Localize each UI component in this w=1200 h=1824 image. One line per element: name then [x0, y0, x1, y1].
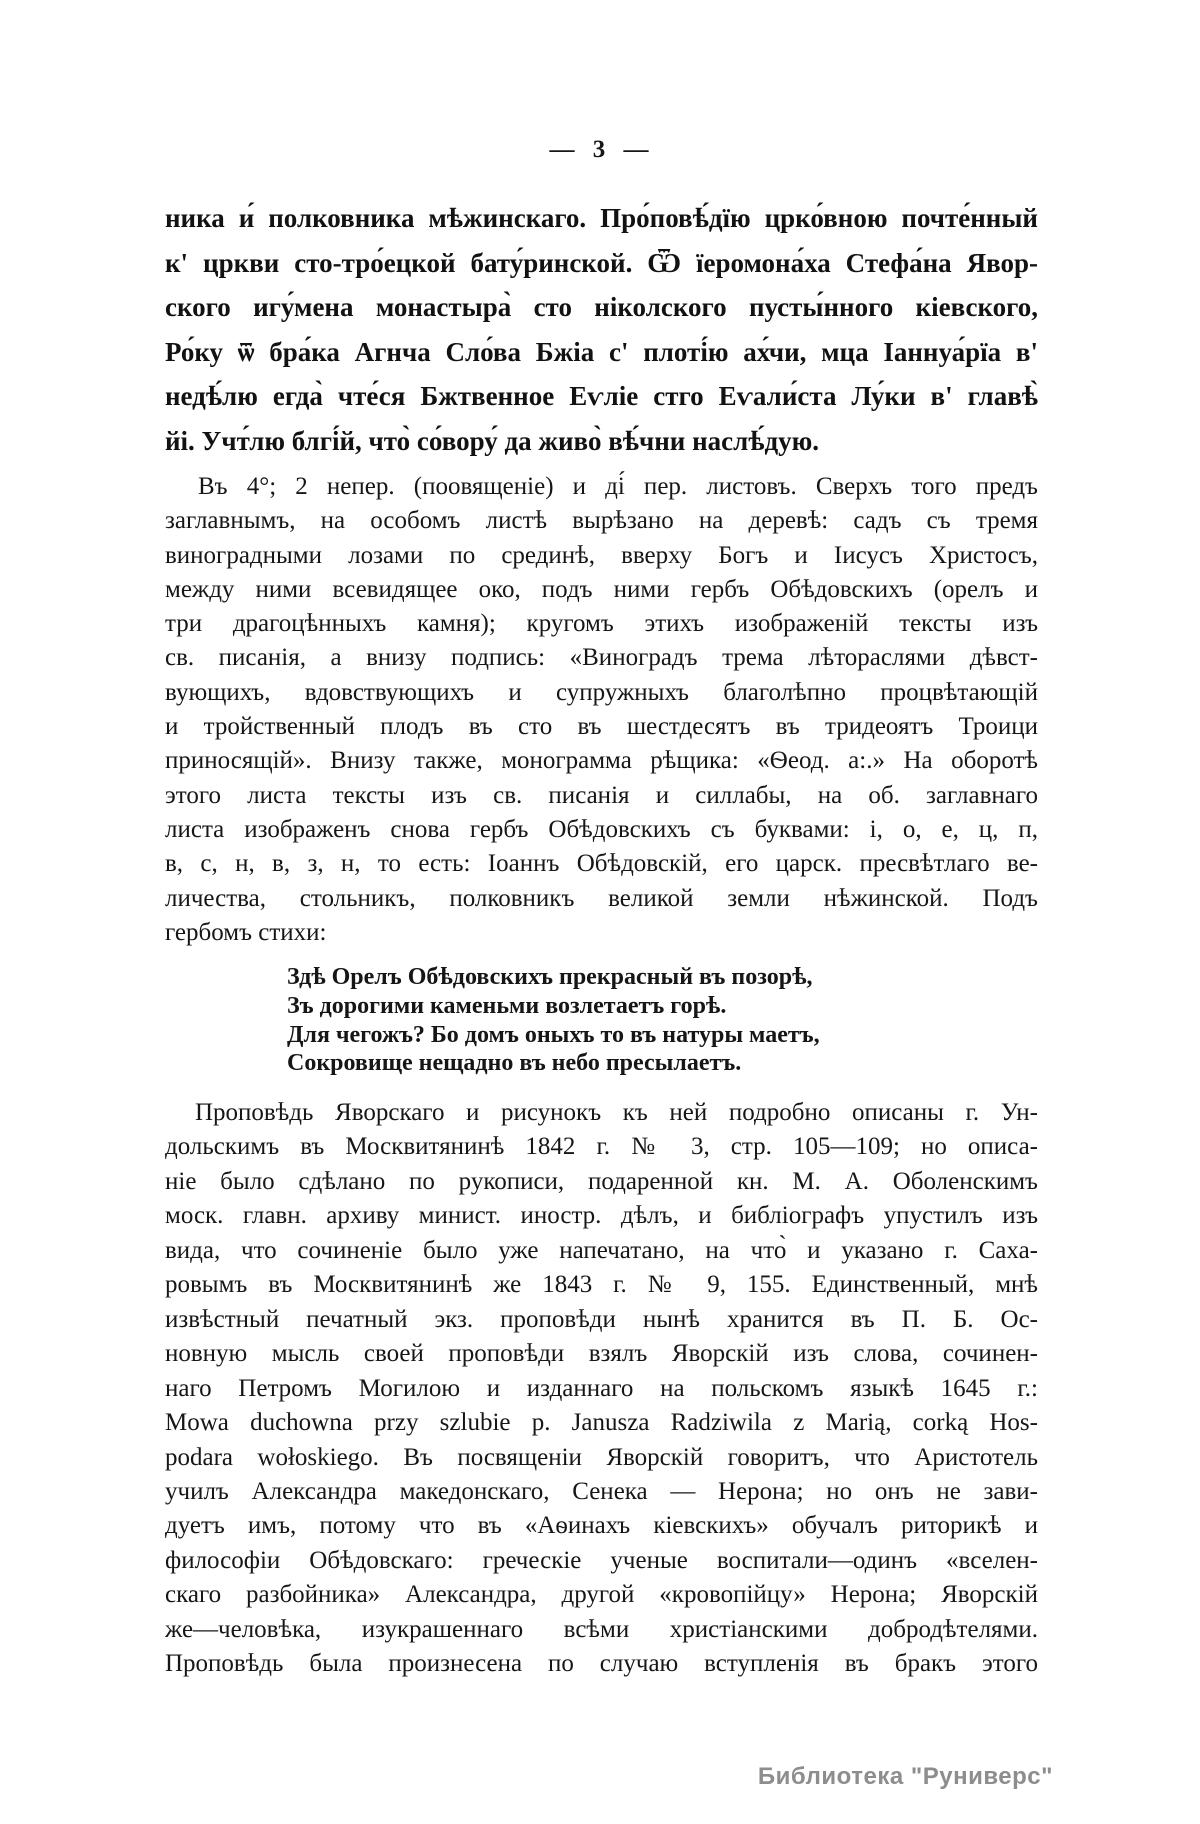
runivers-library-watermark: Библиотека "Руниверс"	[757, 1763, 1053, 1790]
text-line: podara wołoskiego. Въ посвященіи Яворскій говоритъ, что Аристотель	[165, 1443, 1038, 1471]
text-line: три драгоцѣнныхъ камня); кругомъ этихъ изображеній тексты изъ	[165, 610, 1038, 638]
text-line: дуетъ имъ, потому что въ «Аѳинахъ кіевскихъ» обучалъ риторикѣ и	[165, 1512, 1038, 1540]
text-line: ника и́ полковника мѣжинскаго. Про́повѣ́дїю црко́вною почте́нный	[165, 203, 1038, 233]
text-line: йі. Учт́лю блгі́й, что̀ со́вору́ да живо̀ вѣ́чни наслѣ́дую.	[165, 425, 820, 456]
text-line: листа изображенъ снова гербъ Обѣдовскихъ съ буквами: і, о, е, ц, п,	[165, 815, 1038, 843]
text-line: моск. главн. архиву минист. иностр. дѣлъ, и библіографъ упустилъ изъ	[165, 1202, 1038, 1230]
text-line: наго Петромъ Могилою и изданнаго на польскомъ языкѣ 1645 г.:	[165, 1374, 1038, 1402]
text-line: заглавнымъ, на особомъ листѣ вырѣзано на деревѣ: садъ съ тремя	[165, 507, 1038, 535]
text-line: Проповѣдь была произнесена по случаю вступленія въ бракъ этого	[165, 1650, 1038, 1678]
text-line: Здѣ Орелъ Обѣдовскихъ прекрасный въ позорѣ,	[287, 964, 813, 990]
text-line: Mowa duchowna przy szlubie p. Janusza Radziwila z Marią, corką Hos-	[165, 1409, 1038, 1437]
bibliographic-description-paragraph	[165, 470, 1038, 950]
church-slavonic-heading-block	[165, 196, 1038, 464]
text-line: ніе было сдѣлано по рукописи, подаренной кн. М. А. Оболенскимъ	[165, 1167, 1038, 1195]
text-line: к' цркви сто-тро́ецкой бату́ринской. Ѿ їеромона́ха Стефа́на Явор-	[165, 247, 1038, 278]
text-line: ского игу́мена монастыра̀ сто ніколского пусты́нного кіевского,	[165, 292, 1038, 323]
text-line: Проповѣдь Яворскаго и рисунокъ къ ней подробно описаны г. Ун-	[195, 1099, 1038, 1126]
text-line: извѣстный печатный экз. проповѣди нынѣ хранится въ П. Б. Ос-	[165, 1305, 1038, 1333]
text-line: Для чегожъ? Бо домъ оныхъ то въ натуры маетъ,	[287, 1021, 820, 1048]
text-line: ровымъ въ Москвитянинѣ же 1843 г. № 9, 155. Единственный, мнѣ	[165, 1271, 1038, 1299]
text-line: училъ Александра македонскаго, Сенека — Нерона; но онъ не зави-	[165, 1477, 1038, 1505]
text-line: вида, что сочиненіе было уже напечатано, на что̀ и указано г. Саха-	[165, 1236, 1038, 1264]
text-line: в, с, н, в, з, н, то есть: Іоаннъ Обѣдовскій, его царск. пресвѣтлаго ве-	[165, 850, 1038, 878]
text-line: Ро́ку ѿ бра́ка Агнча Сло́ва Бжіа с' плоті́ю ах́чи, мца Іаннуа́рїа в'	[165, 336, 1038, 367]
commentary-paragraph	[165, 1096, 1038, 1682]
text-line: же—человѣка, изукрашеннаго всѣми христіанскими добродѣтелями.	[165, 1615, 1038, 1643]
text-line: св. писанія, а внизу подпись: «Виноградъ трема лѣтораслями дѣвст-	[165, 644, 1038, 672]
text-line: Сокровище нещадно въ небо пресылаетъ.	[287, 1050, 742, 1077]
text-line: Въ 4°; 2 непер. (поовященіе) и ді́ пер. листовъ. Сверхъ того предъ	[198, 473, 1038, 500]
text-line: виноградными лозами по срединѣ, вверху Богъ и Іисусъ Христосъ,	[165, 541, 1038, 569]
text-line: дольскимъ въ Москвитянинѣ 1842 г. № 3, стр. 105—109; но описа-	[165, 1133, 1038, 1161]
text-line: недѣ́лю егда̀ чте́ся Бжтвенное Еѵліе стго Еѵали́ста Лу́ки в' главѣ̀	[165, 381, 1038, 412]
text-line: личества, стольникъ, полковникъ великой земли нѣжинской. Подъ	[165, 884, 1038, 912]
text-line: философіи Обѣдовскаго: греческіе ученые воспитали—одинъ «вселен-	[165, 1546, 1038, 1574]
page-number: — 3 —	[549, 136, 655, 163]
text-line: между ними всевидящее око, подъ ними гербъ Обѣдовскихъ (орелъ и	[165, 575, 1038, 603]
text-line: новную мысль своей проповѣди взялъ Яворскій изъ слова, сочинен-	[165, 1340, 1038, 1368]
text-line: приносящій». Внизу также, монограмма рѣщика: «Ѳеод. а:.» На оборотѣ	[165, 747, 1038, 775]
text-line: гербомъ стихи:	[165, 918, 327, 946]
text-line: этого листа тексты изъ св. писанія и силлабы, на об. заглавнаго	[165, 781, 1038, 809]
text-line: и тройственный плодъ въ сто въ шестдесятъ въ тридеоятъ Троици	[165, 713, 1038, 741]
text-line: Зъ дорогими каменьми возлетаетъ горѣ.	[287, 992, 727, 1019]
text-line: скаго разбойника» Александра, другой «кровопійцу» Нерона; Яворскій	[165, 1581, 1038, 1609]
coat-of-arms-verse	[287, 963, 820, 1078]
text-line: вующихъ, вдовствующихъ и супружныхъ благолѣпно процвѣтающій	[165, 678, 1038, 706]
